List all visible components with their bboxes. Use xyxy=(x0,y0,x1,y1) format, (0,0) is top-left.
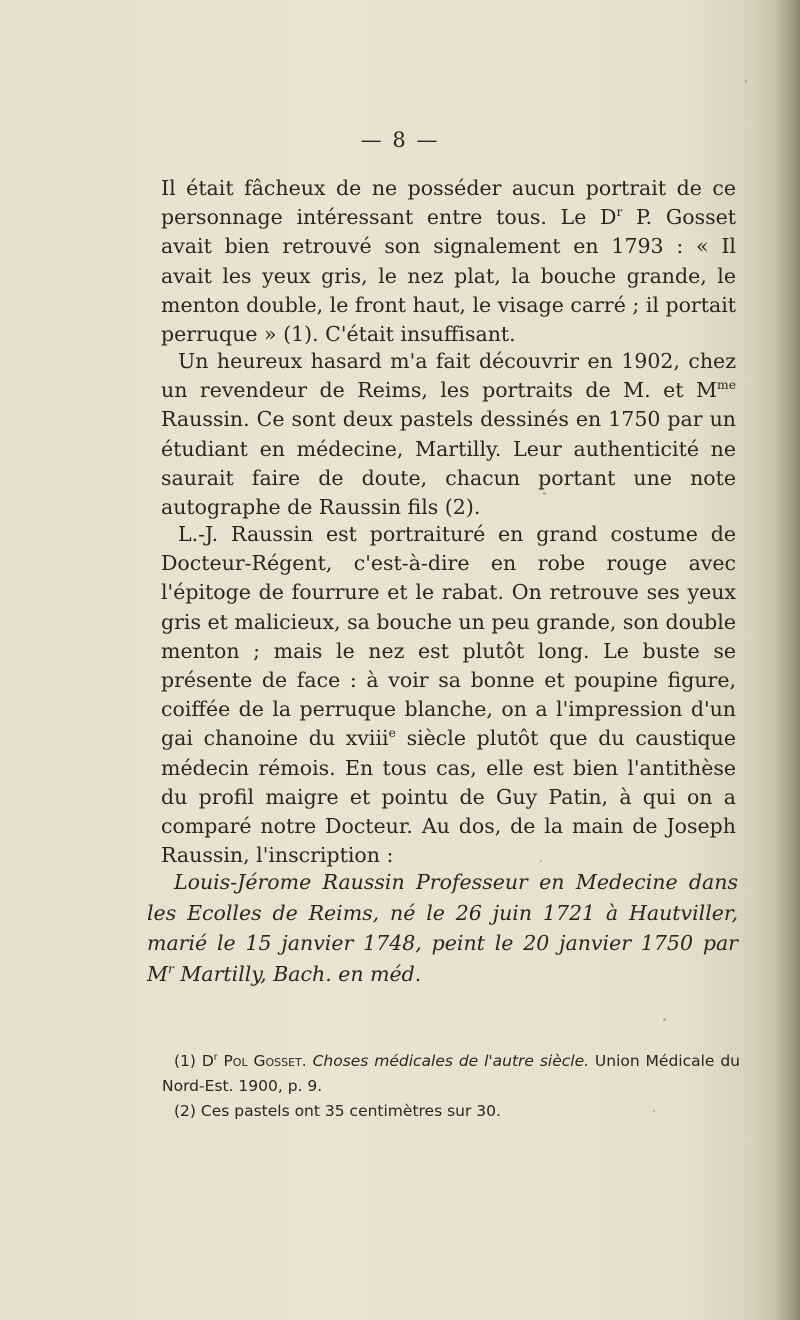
paper-speck xyxy=(663,1018,666,1021)
footnote-1-title: Choses médicales de l'autre siècle. xyxy=(306,1052,590,1070)
page-edge-shadow xyxy=(774,0,800,1320)
footnote-1 xyxy=(162,1049,740,1099)
paragraph-1-text-b: P. Gosset avait bien retrouvé son signalement en 1793 : « Il avait les yeux gris, le nez plat, la bouche grande, le menton double, le front haut, le visage carré ; il portait perruque » (1). C'était insuffisant. xyxy=(161,205,736,347)
paragraph-3-text-b: siècle plutôt que du caustique médecin rémois. En tous cas, elle est bien l'antithèse du profil maigre et pointu de Guy Patin, à qui on a comparé notre Docteur. Au dos, de la main de Joseph Raussin, l'inscription : xyxy=(161,726,737,868)
paper-speck xyxy=(745,80,747,83)
paragraph-2-text-a: Un heureux hasard m'a fait découvrir en 1902, chez un revendeur de Reims, les portraits de M. et M xyxy=(161,349,736,403)
paragraph-1 xyxy=(161,174,736,349)
footnote-1-sup: r xyxy=(213,1051,218,1063)
paper-speck xyxy=(653,1110,655,1112)
paragraph-1-text-a: Il était fâcheux de ne posséder aucun portrait de ce personnage intéressant entre tous. Le D xyxy=(161,176,736,230)
footnotes xyxy=(162,1049,740,1124)
paragraph-3 xyxy=(161,520,736,870)
footnote-1-rest: Union Médicale du Nord-Est. 1900, p. 9. xyxy=(162,1052,740,1095)
paragraph-2 xyxy=(161,347,736,522)
paper-speck xyxy=(540,860,542,862)
footnote-1-author: Pol Gosset. xyxy=(217,1052,307,1070)
paragraph-3-sup: e xyxy=(388,726,396,741)
paragraph-2-sup: me xyxy=(717,378,736,393)
page-number: — 8 — xyxy=(360,128,440,152)
inscription-text-b: Martilly, Bach. en méd. xyxy=(173,961,422,986)
paragraph-2-text-b: Raussin. Ce sont deux pastels dessinés en 1750 par un étudiant en médecine, Martilly. Leur authenticité ne saurait faire de doute, chacun portant une note autographe de Raussin fils (2). xyxy=(161,407,736,520)
paragraph-1-sup: r xyxy=(616,205,623,220)
inscription-sup: r xyxy=(168,961,174,976)
footnote-2: (2) Ces pastels ont 35 centimètres sur 30. xyxy=(174,1102,501,1120)
footnote-1-number: (1) D xyxy=(174,1052,214,1070)
paragraph-3-text-a: L.-J. Raussin est portraituré en grand costume de Docteur-Régent, c'est-à-dire en robe rouge avec l'épitoge de fourrure et le rabat. On retrouve ses yeux gris et malicieux, sa bouche un peu grande, son double menton ; mais le nez est plutôt long. Le buste se présente de face : à voir sa bonne et poupine figure, coiffée de la perruque blanche, on a l'impression d'un gai chanoine du xviii xyxy=(161,522,736,751)
paper-speck xyxy=(543,492,546,495)
inscription-quote xyxy=(147,867,738,989)
inscription-text-a: Louis-Jérome Raussin Professeur en Medecine dans les Ecolles de Reims, né le 26 juin 1721 à Hautviller, marié le 15 janvier 1748, peint le 20 janvier 1750 par M xyxy=(147,870,738,986)
